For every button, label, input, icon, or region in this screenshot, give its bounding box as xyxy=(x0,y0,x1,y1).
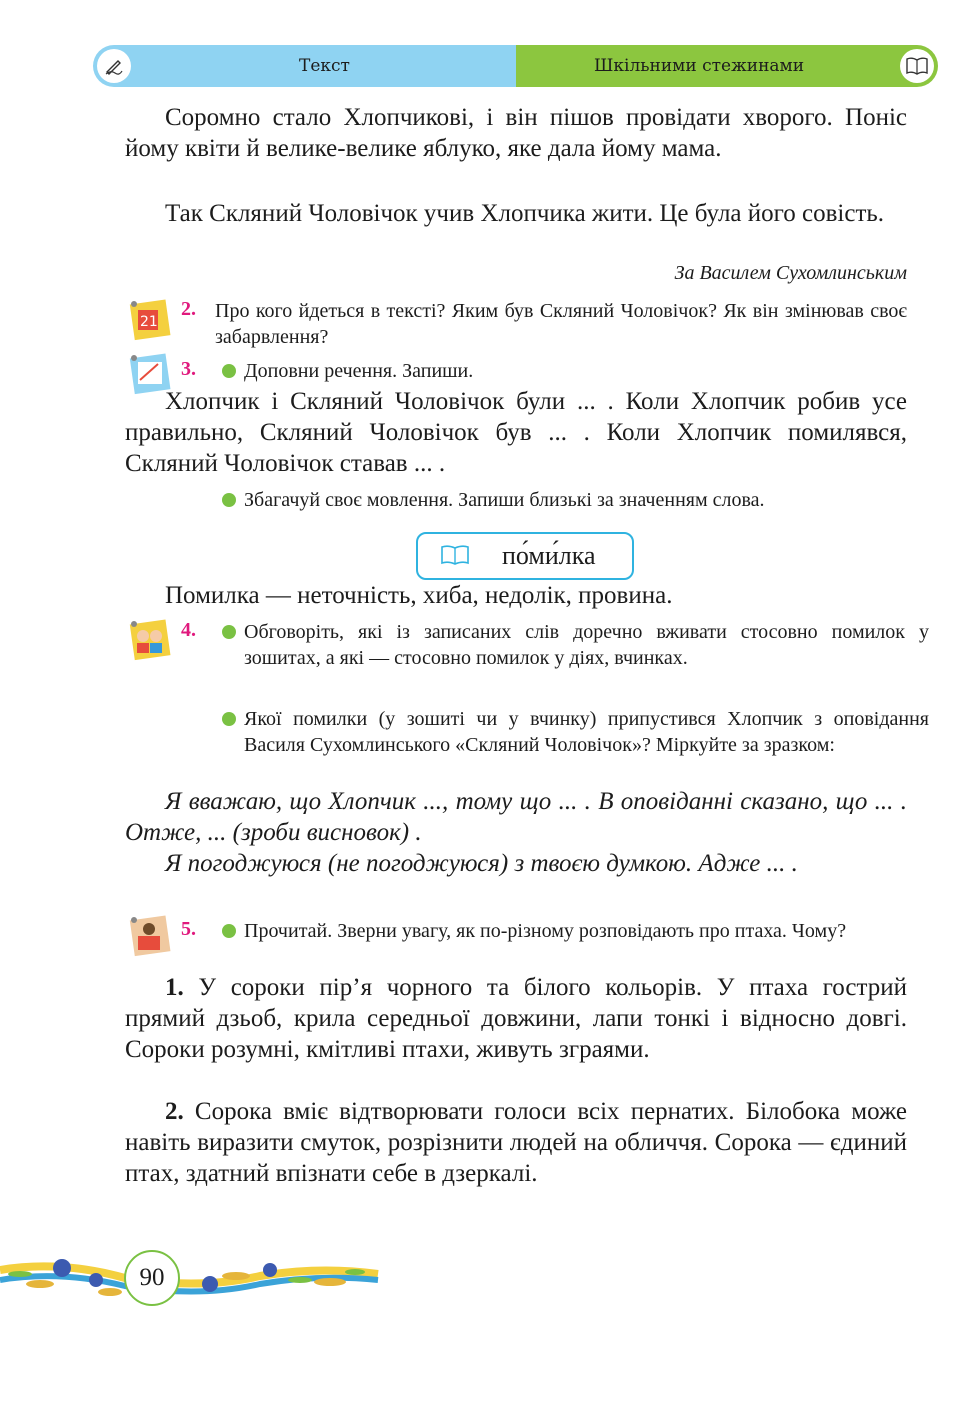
bullet-dot-icon xyxy=(222,924,236,938)
task-2-text: Про кого йдеться в тексті? Яким був Скляний Чоловічок? Як він змінював своє забарвлення? xyxy=(215,300,907,348)
dictionary-word: по́ми́лка xyxy=(502,541,596,570)
book-icon xyxy=(440,544,470,566)
dictionary-word-box xyxy=(416,532,634,580)
bullet-dot-icon xyxy=(222,625,236,639)
book-icon xyxy=(900,49,934,83)
task-5-number: 5. xyxy=(181,918,196,940)
header-section-school xyxy=(516,45,938,87)
task-5-text-2 xyxy=(125,1096,907,1189)
task-5-text xyxy=(222,918,929,944)
calendar-icon xyxy=(126,296,172,342)
header-right-title: Шкільними стежинами xyxy=(594,56,805,76)
task-4-discuss: Обговоріть, які із записаних слів доречно вживати стосовно помилок у зошитах, а які — стосовно помилок у діях, вчинках. xyxy=(244,621,929,669)
header-left-title: Текст xyxy=(299,56,350,76)
task-3-number: 3. xyxy=(181,358,196,380)
bullet-dot-icon xyxy=(222,364,236,378)
task-5-text-1 xyxy=(125,972,907,1065)
story-source: За Василем Сухомлинським xyxy=(674,262,907,284)
task-3-instruction: Доповни речення. Запиши. xyxy=(244,360,474,382)
text-2-body: Сорока вміє відтворювати голоси всіх пернатих. Білобока може навіть виразити смуток, розрізнити людей на обличчя. Сорока — єдиний птах, здатний впізнати себе в дзеркалі. xyxy=(125,1098,907,1187)
children-icon xyxy=(126,616,172,662)
svg-text:21: 21 xyxy=(140,314,158,330)
task-4-model-1: Я вважаю, що Хлопчик ..., тому що ... . В оповіданні сказано, що ... . Отже, ... (зроби висновок) . xyxy=(125,788,907,846)
task-4-text-1 xyxy=(222,619,929,671)
task-3-enrich xyxy=(222,487,929,513)
task-4-text-2 xyxy=(222,706,929,758)
task-4-question: Якої помилки (у зошиті чи у вчинку) припустився Хлопчик з оповідання Василя Сухомлинського «Скляний Чоловічок»? Міркуйте за зразком: xyxy=(244,708,929,756)
bullet-dot-icon xyxy=(222,712,236,726)
task-4-number: 4. xyxy=(181,619,196,641)
page-number: 90 xyxy=(124,1250,180,1306)
text-2-number: 2. xyxy=(165,1098,184,1125)
bullet-dot-icon xyxy=(222,493,236,507)
task-3-sentence: Хлопчик і Скляний Чоловічок були ... . Коли Хлопчик робив усе правильно, Скляний Чоловічок був ... . Коли Хлопчик помилявся, Скляний Чоловічок ставав ... . xyxy=(125,388,907,477)
header-section-text xyxy=(93,45,516,87)
task-4-model-2: Я погоджуюся (не погоджуюся) з твоєю думкою. Адже ... . xyxy=(165,850,798,877)
task-3-enrich-text: Збагачуй своє мовлення. Запиши близькі за значенням слова. xyxy=(244,489,765,511)
story-paragraph-1: Соромно стало Хлопчикові, і він пішов провідати хворого. Поніс йому квіти й велике-велике яблуко, яке дала йому мама. xyxy=(125,104,907,162)
reading-child-icon xyxy=(126,912,172,958)
story-paragraph-2: Так Скляний Чоловічок учив Хлопчика жити. Це була його совість. xyxy=(165,200,885,227)
task-3-synonyms: Помилка — неточність, хиба, недолік, провина. xyxy=(165,582,673,609)
floral-ornament xyxy=(0,1240,380,1320)
text-1-body: У сороки пір’я чорного та білого кольорів. У птаха гострий прямий дзьоб, крила середньої довжини, лапи тонкі і відносно довгі. Сороки розумні, кмітливі птахи, живуть зграями. xyxy=(125,974,908,1063)
task-5-instruction: Прочитай. Зверни увагу, як по-різному розповідають про птаха. Чому? xyxy=(244,920,847,942)
task-2-number: 2. xyxy=(181,298,196,320)
pen-icon xyxy=(97,49,131,83)
task-3-text xyxy=(222,358,914,384)
text-1-number: 1. xyxy=(165,974,184,1001)
page-header xyxy=(93,45,938,87)
